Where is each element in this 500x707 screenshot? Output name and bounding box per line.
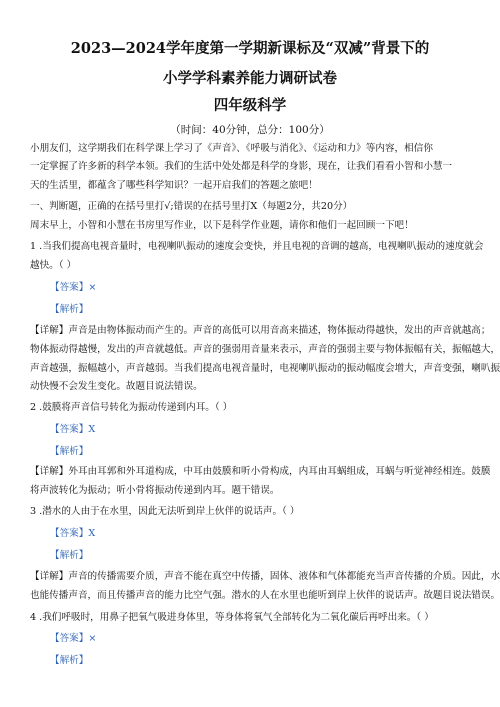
exam-title-line-1: 2023—2024学年度第一学期新课标及“双减”背景下的 — [70, 40, 430, 57]
question-4-text: 4 .我们呼吸时，用鼻子把氧气吸进身体里，等身体将氧气全部转化为二氧化碳后再呼出来。（ ） — [30, 612, 434, 623]
section-lead: 周末早上，小智和小慧在书房里写作业，以下是科学作业题，请你和他们一起回顾一下吧！ — [30, 220, 414, 231]
question-2-analysis-label: 【解析】 — [50, 446, 89, 457]
question-2-answer: 【答案】X — [50, 424, 96, 435]
question-3-text: 3 .潜水的人由于在水里，因此无法听到岸上伙伴的说话声。（ ） — [30, 506, 300, 517]
question-1-detail: 物体振动得越慢，发出的声音就越低。声音的强弱用音量来表示，声音的强弱主要与物体振幅有关，振幅越大， — [30, 344, 500, 355]
question-4-analysis-label: 【解析】 — [50, 655, 89, 666]
question-1-analysis-label: 【解析】 — [50, 304, 89, 315]
intro-line: 天的生活里，都蕴含了哪些科学知识？一起开启我们的答题之旅吧！ — [30, 180, 318, 191]
section-heading: 一、判断题，正确的在括号里打√;错误的在括号里打X（每题2分，共20分） — [30, 201, 353, 212]
question-4-answer: 【答案】× — [50, 633, 97, 644]
intro-line: 小朋友们，这学期我们在科学课上学习了《声音》、《呼吸与消化》、《运动和力》等内容，相信你 — [30, 143, 433, 154]
question-2-detail: 【详解】外耳由耳郭和外耳道构成，中耳由鼓膜和听小骨构成，内耳由耳蜗组成，耳蜗与听觉神经相连。鼓膜 — [30, 466, 491, 477]
question-3-answer: 【答案】X — [50, 528, 96, 539]
question-1-answer: 【答案】× — [50, 282, 97, 293]
question-1-text: 越快。（ ） — [30, 260, 77, 271]
question-2-text: 2 .鼓膜将声音信号转化为振动传递到内耳。（ ） — [30, 402, 233, 413]
question-3-analysis-label: 【解析】 — [50, 550, 89, 561]
question-1-detail: 动快慢不会发生变化。故题目说法错误。 — [30, 381, 203, 392]
question-3-detail: 也能传播声音，而且传播声音的能力比空气强。潜水的人在水里也能听到岸上伙伴的说话声。故题目说法错误。 — [30, 590, 500, 601]
question-1-text: 1 .当我们提高电视音量时，电视喇叭振动的速度会变快，并且电视的音调的越高，电视喇叭振动的速度就会 — [30, 241, 484, 252]
question-2-detail: 将声波转化为振动；听小骨将振动传递到内耳。题干错误。 — [30, 485, 280, 496]
question-1-detail: 声音越强，振幅越小，声音越弱。当我们提高电视音量时，电视喇叭振动的振动幅度会增大，声音变强，喇叭振 — [30, 363, 500, 374]
exam-subject-title: 四年级科学 — [213, 97, 287, 114]
intro-line: 一定掌握了许多新的科学本领。我们的生活中处处都是科学的身影，现在，让我们看看小智和小慧一 — [30, 161, 453, 172]
time-score-info: （时间：40分钟，总分：100分） — [170, 124, 330, 136]
question-1-detail: 【详解】声音是由物体振动而产生的。声音的高低可以用音高来描述，物体振动得越快，发出的声音就越高； — [30, 325, 491, 336]
exam-title-line-2: 小学学科素养能力调研试卷 — [163, 70, 337, 87]
question-3-detail: 【详解】声音的传播需要介质，声音不能在真空中传播，固体、液体和气体都能充当声音传播的介质。因此，水 — [30, 571, 500, 582]
